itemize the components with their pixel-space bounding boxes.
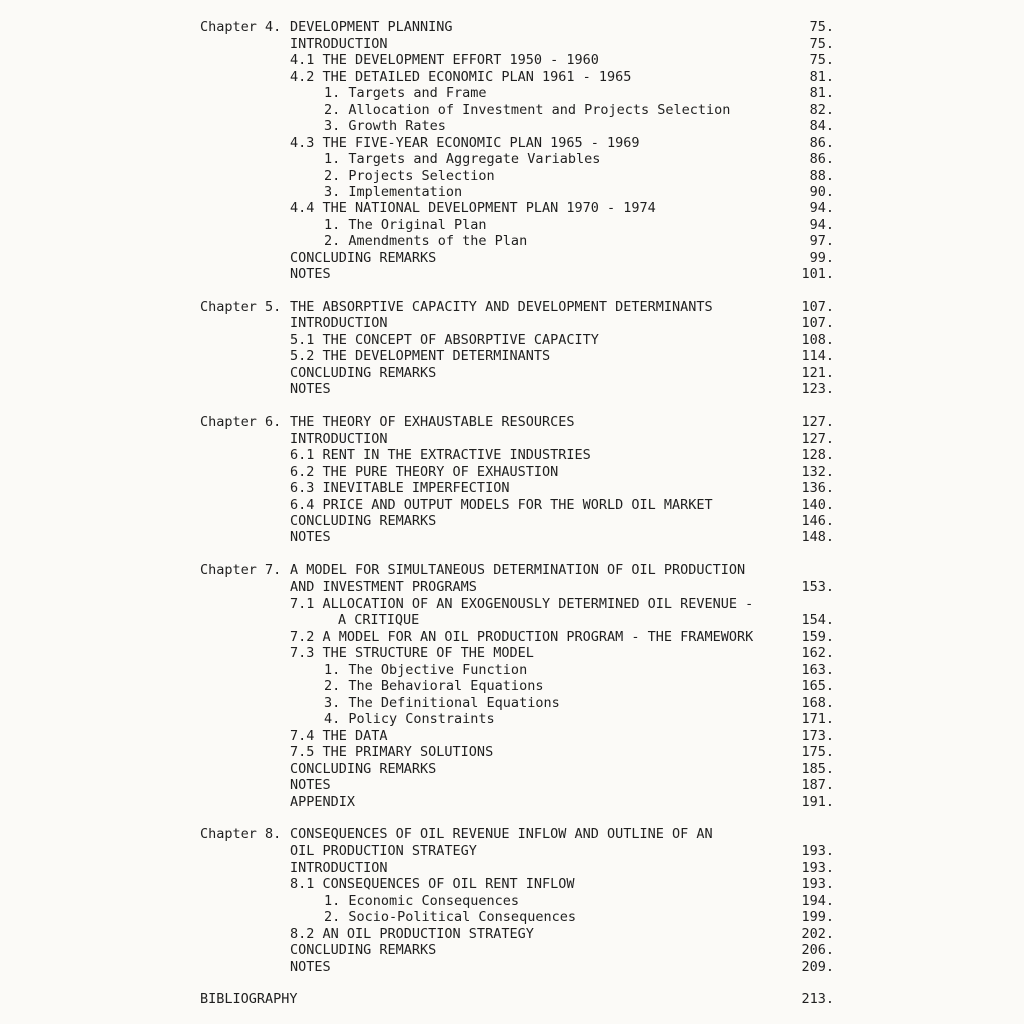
page-number: 114. bbox=[801, 348, 834, 364]
page-number: 99. bbox=[809, 250, 834, 266]
page-number: 90. bbox=[809, 184, 834, 200]
page-number: 185. bbox=[801, 761, 834, 777]
chapter-4-heading bbox=[0, 18, 1024, 36]
chapter-6-heading bbox=[0, 413, 1024, 431]
chapter-8-heading bbox=[0, 825, 1024, 843]
page-number: 81. bbox=[809, 69, 834, 85]
toc-entry bbox=[0, 347, 1024, 365]
toc-entry-cont bbox=[0, 611, 1024, 629]
toc-entry bbox=[0, 644, 1024, 662]
page-number: 153. bbox=[801, 579, 834, 595]
chapter-label: Chapter 5. bbox=[200, 299, 282, 315]
entry-title: 4.2 THE DETAILED ECONOMIC PLAN 1961 - 1965 bbox=[290, 69, 632, 85]
page-number: 123. bbox=[801, 381, 834, 397]
page-number: 81. bbox=[809, 85, 834, 101]
entry-title: APPENDIX bbox=[290, 794, 356, 810]
entry-title: 7.2 A MODEL FOR AN OIL PRODUCTION PROGRAM - THE FRAMEWORK bbox=[290, 629, 754, 645]
toc-subentry bbox=[0, 710, 1024, 728]
toc-subentry bbox=[0, 84, 1024, 102]
entry-title: 3. Growth Rates bbox=[324, 118, 446, 134]
entry-title: CONCLUDING REMARKS bbox=[290, 513, 437, 529]
page-number: 84. bbox=[809, 118, 834, 134]
toc-entry bbox=[0, 265, 1024, 283]
page-number: 94. bbox=[809, 217, 834, 233]
entry-title: NOTES bbox=[290, 959, 331, 975]
entry-title: 3. The Definitional Equations bbox=[324, 695, 560, 711]
page-number: 202. bbox=[801, 926, 834, 942]
page-number: 171. bbox=[801, 711, 834, 727]
entry-title: A CRITIQUE bbox=[338, 612, 420, 628]
toc-entry bbox=[0, 314, 1024, 332]
page-number: 75. bbox=[809, 19, 834, 35]
entry-title: 6.1 RENT IN THE EXTRACTIVE INDUSTRIES bbox=[290, 447, 591, 463]
chapter-title: THE THEORY OF EXHAUSTABLE RESOURCES bbox=[290, 414, 575, 430]
entry-title: 1. Economic Consequences bbox=[324, 893, 520, 909]
page-number: 209. bbox=[801, 959, 834, 975]
page-number: 97. bbox=[809, 233, 834, 249]
page-number: 146. bbox=[801, 513, 834, 529]
entry-title: 2. Socio-Political Consequences bbox=[324, 909, 576, 925]
entry-title: NOTES bbox=[290, 381, 331, 397]
chapter-title: AND INVESTMENT PROGRAMS bbox=[290, 579, 477, 595]
chapter-title: DEVELOPMENT PLANNING bbox=[290, 19, 453, 35]
entry-title: INTRODUCTION bbox=[290, 431, 388, 447]
entry-title: 7.1 ALLOCATION OF AN EXOGENOUSLY DETERMINED OIL REVENUE - bbox=[290, 596, 754, 612]
chapter-title: A MODEL FOR SIMULTANEOUS DETERMINATION OF OIL PRODUCTION bbox=[290, 562, 746, 578]
entry-title: NOTES bbox=[290, 529, 331, 545]
entry-title: INTRODUCTION bbox=[290, 36, 388, 52]
entry-title: 2. The Behavioral Equations bbox=[324, 678, 544, 694]
page-number: 108. bbox=[801, 332, 834, 348]
toc-entry bbox=[0, 528, 1024, 546]
entry-title: 7.5 THE PRIMARY SOLUTIONS bbox=[290, 744, 494, 760]
page-number: 191. bbox=[801, 794, 834, 810]
bibliography-entry bbox=[0, 990, 1024, 1008]
page-number: 193. bbox=[801, 876, 834, 892]
entry-title: 7.3 THE STRUCTURE OF THE MODEL bbox=[290, 645, 534, 661]
chapter-title: OIL PRODUCTION STRATEGY bbox=[290, 843, 477, 859]
page-number: 101. bbox=[801, 266, 834, 282]
toc-entry bbox=[0, 776, 1024, 794]
toc-entry bbox=[0, 446, 1024, 464]
entry-title: NOTES bbox=[290, 266, 331, 282]
entry-title: 6.4 PRICE AND OUTPUT MODELS FOR THE WORLD OIL MARKET bbox=[290, 497, 713, 513]
entry-title: 2. Amendments of the Plan bbox=[324, 233, 528, 249]
entry-title: CONCLUDING REMARKS bbox=[290, 761, 437, 777]
toc-entry bbox=[0, 380, 1024, 398]
page-number: 193. bbox=[801, 843, 834, 859]
entry-title: NOTES bbox=[290, 777, 331, 793]
entry-title: 2. Projects Selection bbox=[324, 168, 495, 184]
entry-title: INTRODUCTION bbox=[290, 315, 388, 331]
page-number: 107. bbox=[801, 315, 834, 331]
chapter-title: CONSEQUENCES OF OIL REVENUE INFLOW AND OUTLINE OF AN bbox=[290, 826, 713, 842]
toc-entry bbox=[0, 958, 1024, 976]
entry-title: 1. Targets and Frame bbox=[324, 85, 487, 101]
page-number: 75. bbox=[809, 36, 834, 52]
entry-title: 7.4 THE DATA bbox=[290, 728, 388, 744]
page-number: 128. bbox=[801, 447, 834, 463]
page-number: 163. bbox=[801, 662, 834, 678]
entry-title: 8.1 CONSEQUENCES OF OIL RENT INFLOW bbox=[290, 876, 575, 892]
page-number: 127. bbox=[801, 431, 834, 447]
page-number: 154. bbox=[801, 612, 834, 628]
chapter-label: Chapter 4. bbox=[200, 19, 282, 35]
page-number: 159. bbox=[801, 629, 834, 645]
toc-entry bbox=[0, 199, 1024, 217]
page-number: 107. bbox=[801, 299, 834, 315]
page-number: 193. bbox=[801, 860, 834, 876]
entry-title: CONCLUDING REMARKS bbox=[290, 942, 437, 958]
entry-title: 2. Allocation of Investment and Projects Selection bbox=[324, 102, 731, 118]
entry-title: 3. Implementation bbox=[324, 184, 463, 200]
entry-title: CONCLUDING REMARKS bbox=[290, 365, 437, 381]
chapter-7-heading-cont bbox=[0, 578, 1024, 596]
toc-entry bbox=[0, 51, 1024, 69]
entry-title: 1. The Original Plan bbox=[324, 217, 487, 233]
page-number: 86. bbox=[809, 151, 834, 167]
toc-entry bbox=[0, 793, 1024, 811]
page-number: 168. bbox=[801, 695, 834, 711]
chapter-label: Chapter 8. bbox=[200, 826, 282, 842]
toc-entry bbox=[0, 875, 1024, 893]
page-number: 82. bbox=[809, 102, 834, 118]
page-number: 206. bbox=[801, 942, 834, 958]
page-number: 199. bbox=[801, 909, 834, 925]
entry-title: 4. Policy Constraints bbox=[324, 711, 495, 727]
page-number: 127. bbox=[801, 414, 834, 430]
page-number: 194. bbox=[801, 893, 834, 909]
entry-title: CONCLUDING REMARKS bbox=[290, 250, 437, 266]
entry-title: 5.1 THE CONCEPT OF ABSORPTIVE CAPACITY bbox=[290, 332, 599, 348]
toc-entry bbox=[0, 941, 1024, 959]
page-number: 148. bbox=[801, 529, 834, 545]
page-number: 140. bbox=[801, 497, 834, 513]
toc-subentry bbox=[0, 150, 1024, 168]
entry-title: INTRODUCTION bbox=[290, 860, 388, 876]
chapter-8-heading-cont bbox=[0, 842, 1024, 860]
toc-subentry bbox=[0, 677, 1024, 695]
toc-entry bbox=[0, 743, 1024, 761]
chapter-7-heading bbox=[0, 561, 1024, 579]
page-number: 132. bbox=[801, 464, 834, 480]
bibliography-label: BIBLIOGRAPHY bbox=[200, 991, 298, 1007]
page-number: 86. bbox=[809, 135, 834, 151]
entry-title: 1. The Objective Function bbox=[324, 662, 528, 678]
toc-entry bbox=[0, 479, 1024, 497]
page-number: 175. bbox=[801, 744, 834, 760]
chapter-title: THE ABSORPTIVE CAPACITY AND DEVELOPMENT DETERMINANTS bbox=[290, 299, 713, 315]
page-number: 136. bbox=[801, 480, 834, 496]
toc-subentry bbox=[0, 908, 1024, 926]
entry-title: 1. Targets and Aggregate Variables bbox=[324, 151, 601, 167]
toc-subentry bbox=[0, 117, 1024, 135]
entry-title: 4.3 THE FIVE-YEAR ECONOMIC PLAN 1965 - 1969 bbox=[290, 135, 640, 151]
page-number: 173. bbox=[801, 728, 834, 744]
entry-title: 8.2 AN OIL PRODUCTION STRATEGY bbox=[290, 926, 534, 942]
page-number: 75. bbox=[809, 52, 834, 68]
page-number: 165. bbox=[801, 678, 834, 694]
toc-subentry bbox=[0, 232, 1024, 250]
page-number: 162. bbox=[801, 645, 834, 661]
entry-title: 4.1 THE DEVELOPMENT EFFORT 1950 - 1960 bbox=[290, 52, 599, 68]
chapter-label: Chapter 7. bbox=[200, 562, 282, 578]
entry-title: 6.2 THE PURE THEORY OF EXHAUSTION bbox=[290, 464, 559, 480]
entry-title: 5.2 THE DEVELOPMENT DETERMINANTS bbox=[290, 348, 551, 364]
chapter-label: Chapter 6. bbox=[200, 414, 282, 430]
page-number: 88. bbox=[809, 168, 834, 184]
entry-title: 6.3 INEVITABLE IMPERFECTION bbox=[290, 480, 510, 496]
page-number: 187. bbox=[801, 777, 834, 793]
entry-title: 4.4 THE NATIONAL DEVELOPMENT PLAN 1970 - 1974 bbox=[290, 200, 656, 216]
page-number: 121. bbox=[801, 365, 834, 381]
page-number: 213. bbox=[801, 991, 834, 1007]
page-number: 94. bbox=[809, 200, 834, 216]
